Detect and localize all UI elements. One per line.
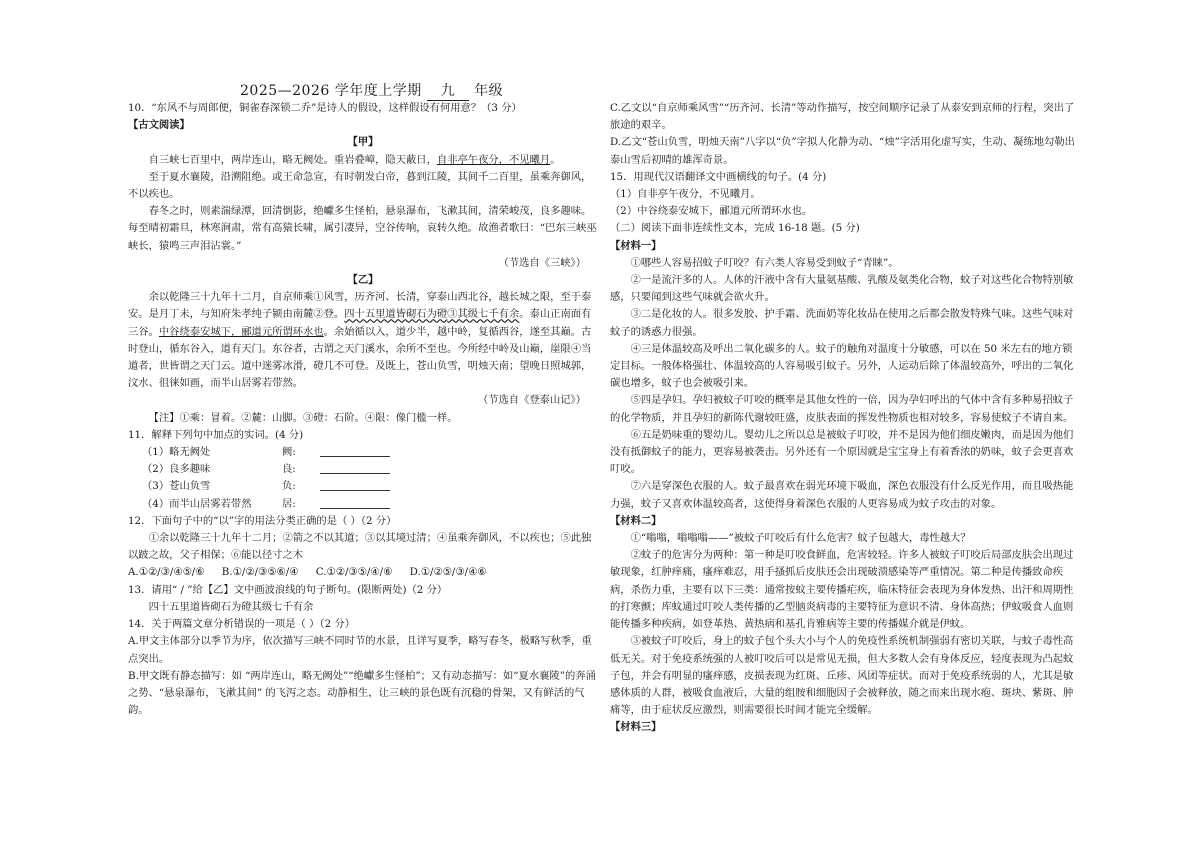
material-1-title: 【材料一】 [610, 239, 662, 252]
right-column [610, 100, 1080, 737]
question-11-items [128, 444, 598, 513]
passage-yi-paragraph: 余以乾隆三十九年十二月，自京师乘①风雪，历齐河、长清，穿泰山西北谷，越长城之限，至于泰安。是月丁未，与知府朱孝纯子颍由南麓②登。四十五里道皆砌石为磴③其级七千有余。泰山正南面有三谷。中谷绕泰安城下，郦道元所谓环水也。余始循以入，道少半，越中岭，复循西谷，遂至其巅。古时登山，循东谷入，道有天门。东谷者，古谓之天门溪水，余所不至也。今所经中岭及山巅，崖限④当道者，世皆谓之天门云。道中迷雾冰滑，磴几不可登。及既上，苍山负雪，明烛天南；望晚日照城郭，汶水、徂徕如画，而半山居雾若带然。 [128, 291, 592, 390]
q11-item: （3）苍山负雪 负: [142, 478, 598, 495]
q11-item: （2）良多趣味 良: [142, 461, 598, 478]
passage-jia-title: 【甲】 [347, 136, 379, 149]
question-10: 10．“东风不与周郎便，铜雀春深锁二乔”是诗人的假设，这样假设有何用意？（3 分） [128, 102, 522, 114]
question-13: 13．请用“ / ”给【乙】文中画波浪线的句子断句。(限断两处)（2 分） [128, 583, 448, 596]
q11-item: （4）而半山居雾若带然 居: [142, 496, 598, 513]
question-14: 14．关于两篇文章分析错误的一项是（ ）（2 分） [128, 618, 355, 631]
question-12-options [128, 564, 598, 581]
question-14-option-d[interactable]: D.乙文“苍山负雪，明烛天南”八字以“负”字拟人化静为动、“烛”字活用化虚写实，生动、凝练地勾勒出泰山雪后初晴的雄浑奇景。 [610, 136, 1075, 166]
material-1-paragraph: ⑤四是孕妇。孕妇被蚊子叮咬的概率是其他女性的一倍，因为孕妇呼出的气体中含有多种易招蚊子的化学物质，并且孕妇的新陈代谢较旺盛，皮肤表面的挥发性物质也相对较多，容易使蚊子不请自来。 [610, 394, 1074, 424]
section-nonlinear-text: （二）阅读下面非连续性文本，完成 16-18 题。(5 分) [610, 222, 860, 235]
material-2-paragraph: ③被蚊子叮咬后，身上的蚊子包个头大小与个人的免疫性系统机制强弱有密切关联，与蚊子毒性高低无关。对于免疫系统强的人被叮咬后可以是常见无损，但大多数人会有身体反应，轻度表现为凸起蚊子包，并会有明显的瘙痒感，皮损表现为红斑、丘疹、风团等症状。而对于免疫系统弱的人，尤其是敏感体质的人群，被吸食血液后，大量的组胺和细胞因子会被释放，随之而来出现水疱、斑块、紫斑、肿痛等，由于症状反应激烈，则需要很长时间才能完全缓解。 [610, 635, 1074, 717]
question-14-option-a[interactable]: A.甲文主体部分以季节为序，依次描写三峡不同时节的水景，且详写夏季，略写春冬，极略写秋季，重点突出。 [128, 635, 592, 665]
question-15-item-2: （2）中谷绕泰安城下，郦道元所谓环水也。 [610, 205, 813, 218]
wavy-sentence: 四十五里道皆砌石为磴③其级七千有余 [344, 308, 520, 321]
q11-item: （1）略无阙处 阙: [142, 444, 598, 461]
question-15-item-1: （1）自非亭午夜分，不见曦月。 [610, 188, 761, 201]
question-11: 11．解释下列句中加点的实词。(4 分) [128, 428, 304, 441]
question-13-sentence: 四十五里道皆砌石为磴其级七千有余 [148, 600, 314, 613]
left-column [128, 100, 598, 719]
material-1-paragraph: ③二是化妆的人。很多发胶、护手霜、洗面奶等化妆品在使用之后都会散发特殊气味。这些气味对蚊子的诱惑力很强。 [610, 308, 1074, 338]
material-2-title: 【材料二】 [610, 514, 662, 527]
material-2-paragraph: ①“嗡嗡，嗡嗡嗡——”被蚊子叮咬后有什么危害？蚊子包越大，毒性越大？ [630, 532, 971, 545]
question-12: 12．下面句子中的“以”字的用法分类正确的是（ ）（2 分） [128, 514, 397, 527]
passage-jia-paragraph-1: 自三峡七百里中，两岸连山，略无阙处。重岩叠嶂，隐天蔽日，自非亭午夜分，不见曦月。 [148, 153, 561, 166]
material-1-paragraph: ⑥五是奶味重的婴幼儿。婴幼儿之所以总是被蚊子叮咬，并不是因为他们细皮嫩肉，而是因为他们没有抵御蚊子的能力，更容易被袭击。另外还有一个原因就是宝宝身上有着香浓的奶味，蚊子会更喜欢叮咬。 [610, 428, 1074, 476]
passage-jia-paragraph-3: 春冬之时，则素湍绿潭，回清倒影，绝巘多生怪柏，悬泉瀑布，飞漱其间，清荣峻茂，良多趣味。每至晴初霜旦，林寒涧肃，常有高猿长啸，属引凄异，空谷传响，哀转久绝。故渔者歌曰：“巴东三峡巫峡长，猿鸣三声泪沾裳。” [128, 205, 597, 252]
grade-blank[interactable]: 九 [427, 80, 470, 101]
passage-yi-source: （节选自《登泰山记》） [477, 394, 586, 407]
material-1-paragraph: ②一是流汗多的人。人体的汗液中含有大量氨基酸、乳酸及氨类化合物，蚊子对这些化合物特别敏感，只要闻到这些气味就会欲火升。 [610, 274, 1074, 304]
answer-blank[interactable] [320, 478, 390, 491]
material-1-paragraph: ⑦六是穿深色衣服的人。蚊子最喜欢在弱光环境下吸血，深色衣服没有什么反光作用，而且吸热能力强，蚊子又喜欢体温较高者，这使得身着深色衣服的人更容易成为蚊子攻击的对象。 [610, 480, 1074, 510]
material-3-title: 【材料三】 [610, 721, 662, 734]
grade-suffix: 年级 [474, 83, 504, 99]
question-14-option-c[interactable]: C.乙文以“自京师乘风雪”“历齐河、长清”等动作描写，按空间顺序记录了从泰安到京师的行程，突出了旅途的艰辛。 [610, 102, 1075, 132]
option-c[interactable]: C.①②/③⑤/④/⑥ [315, 566, 393, 579]
underlined-sentence-2: 中谷绕泰安城下，郦道元所谓环水也 [158, 325, 324, 338]
annotation-note: 【注】①乘：冒着。②麓：山脚。③磴：石阶。④限：像门槛一样。 [148, 411, 458, 424]
exam-year: 2025—2026 学年度上学期 [240, 83, 422, 99]
question-12-sentences: ①余以乾隆三十九年十二月；②箭之不以其道；③以其境过清；④虽乘奔御风，不以疾也；⑤此独以跛之故，父子相保；⑥能以径寸之木 [128, 532, 592, 562]
question-15: 15．用现代汉语翻译文中画横线的句子。(4 分) [610, 170, 827, 183]
material-1-paragraph: ④三是体温较高及呼出二氧化碳多的人。蚊子的触角对温度十分敏感，可以在 50 米左右的地方锁定目标。一般体格强壮、体温较高的人容易吸引蚊子。另外，人运动后除了体温较高外，呼出的二氧化碳也增多，蚊子也会被吸引来。 [610, 342, 1074, 390]
section-classical-reading: 【古文阅读】 [128, 119, 190, 132]
option-d[interactable]: D.①/②⑤/③/④⑥ [409, 566, 487, 579]
option-b[interactable]: B.①/②/③⑤⑥/④ [221, 566, 299, 579]
passage-jia-paragraph-2: 至于夏水襄陵，沿溯阻绝。或王命急宣，有时朝发白帝，暮到江陵，其间千二百里，虽乘奔御风，不以疾也。 [128, 170, 592, 201]
question-14-option-b[interactable]: B.甲文既有静态描写：如 “两岸连山，略无阙处”“绝巘多生怪柏”；又有动态描写：如“夏水襄陵”的奔涌之势、“悬泉瀑布，飞漱其间” 的飞泻之态。动静相生，让三峡的景色既有沉稳的骨架，又有鲜活的气韵。 [128, 669, 596, 717]
answer-blank[interactable] [320, 444, 390, 457]
passage-jia-source: （节选自《三峡》） [498, 256, 586, 269]
option-a[interactable]: A.①②/③/④⑤/⑥ [128, 566, 205, 579]
material-1-paragraph: ①哪些人容易招蚊子叮咬？有六类人容易受到蚊子“青睐”。 [630, 256, 899, 269]
material-2-paragraph: ②蚊子的危害分为两种：第一种是叮咬食鲜血，危害较轻。许多人被蚊子叮咬后局部皮肤会出现过敏现象，红肿痒痛，瘙痒难忍，用手搔抓后皮肤还会出现破溃感染等严重情况。第二种是传播致命疾病，杀伤力重，主要有以下三类：通常按蚊主要传播疟疾，临床特征会表现为身体发热、出汗和周期性的打寒颤；库蚊通过叮咬人类传播的乙型脑炎病毒的主要特征为意识不清、身体高热；伊蚊吸食人血则能传播多种疾病，如登革热、黄热病和基孔肯雅病等主要的传播媒介就是伊蚊。 [610, 549, 1074, 631]
exam-header [240, 80, 503, 101]
answer-blank[interactable] [320, 461, 390, 474]
passage-yi-title: 【乙】 [347, 274, 379, 287]
underlined-sentence-1: 自非亭午夜分，不见曦月 [436, 153, 551, 166]
answer-blank[interactable] [320, 496, 390, 509]
